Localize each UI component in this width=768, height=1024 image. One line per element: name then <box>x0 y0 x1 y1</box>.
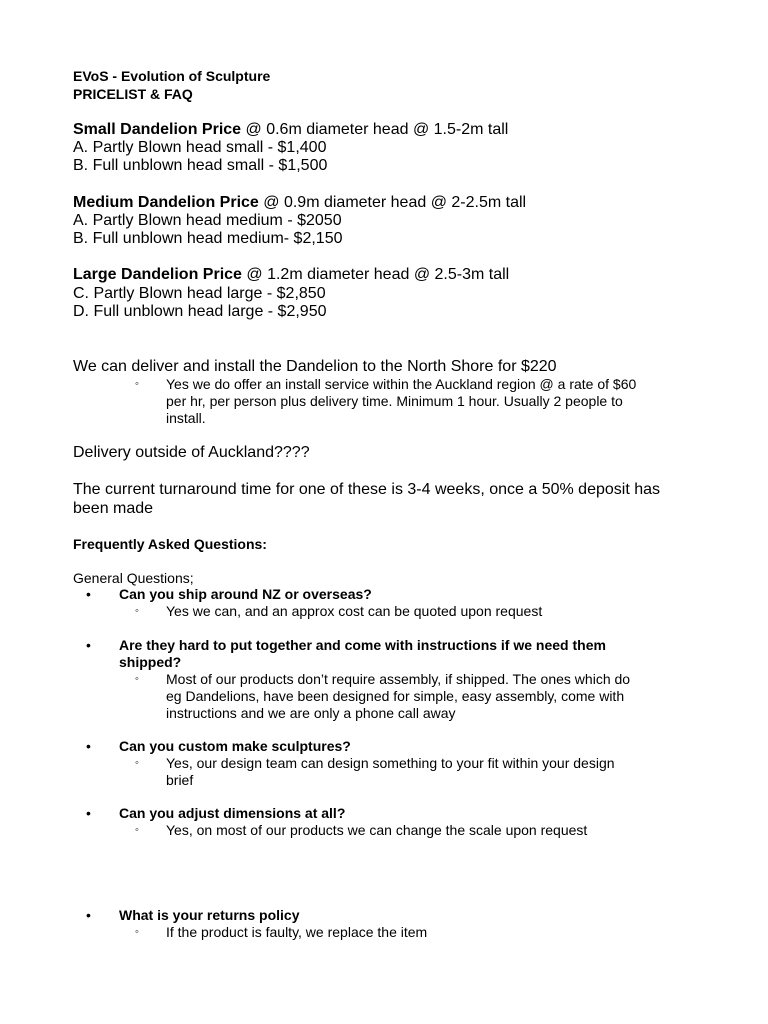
large-option-d: D. Full unblown head large - $2,950 <box>73 303 327 320</box>
large-price-spec: @ 1.2m diameter head @ 2.5-3m tall <box>241 266 510 283</box>
large-price-heading <box>73 266 509 284</box>
general-questions-label: General Questions; <box>73 570 194 586</box>
medium-price-spec: @ 0.9m diameter head @ 2-2.5m tall <box>258 194 527 211</box>
faq-answer-2-line-1: Most of our products don’t require assembly, if shipped. The ones which do <box>166 671 631 687</box>
small-option-a: A. Partly Blown head small - $1,400 <box>73 139 327 156</box>
small-price-spec: @ 0.6m diameter head @ 1.5-2m tall <box>241 121 509 138</box>
q3-bullet-icon: • <box>86 738 91 754</box>
small-price-heading <box>73 121 508 139</box>
faq-heading: Frequently Asked Questions: <box>73 536 267 552</box>
faq-answer-1: Yes we can, and an approx cost can be quoted upon request <box>166 603 543 619</box>
faq-answer-2-line-2: eg Dandelions, have been designed for simple, easy assembly, come with <box>166 688 625 704</box>
faq-question-1: Can you ship around NZ or overseas? <box>119 586 372 602</box>
q4-bullet-icon: • <box>86 805 91 821</box>
document-title: EVoS - Evolution of Sculpture <box>73 68 271 84</box>
faq-answer-3-line-1: Yes, our design team can design something to your fit within your design <box>166 755 615 771</box>
small-price-label: Small Dandelion Price <box>73 121 242 138</box>
faq-question-4: Can you adjust dimensions at all? <box>119 805 346 821</box>
faq-question-2-line-1: Are they hard to put together and come with instructions if we need them <box>119 637 606 653</box>
a2-sub-bullet-icon: ◦ <box>135 673 139 685</box>
turnaround-line-2: been made <box>73 500 154 517</box>
faq-question-5: What is your returns policy <box>119 907 300 923</box>
install-line-3: install. <box>166 410 206 426</box>
medium-option-a: A. Partly Blown head medium - $2050 <box>73 212 342 229</box>
faq-question-3: Can you custom make sculptures? <box>119 738 351 754</box>
faq-answer-2-line-3: instructions and we are only a phone call away <box>166 705 456 721</box>
q2-bullet-icon: • <box>86 637 91 653</box>
medium-price-heading <box>73 194 526 212</box>
large-option-c: C. Partly Blown head large - $2,850 <box>73 285 326 302</box>
small-option-b: B. Full unblown head small - $1,500 <box>73 157 328 174</box>
a4-sub-bullet-icon: ◦ <box>135 824 139 836</box>
a3-sub-bullet-icon: ◦ <box>135 757 139 769</box>
faq-answer-3-line-2: brief <box>166 772 194 788</box>
faq-question-2-line-2: shipped? <box>119 654 182 670</box>
a5-sub-bullet-icon: ◦ <box>135 926 139 938</box>
install-line-1: Yes we do offer an install service within the Auckland region @ a rate of $60 <box>166 376 637 392</box>
faq-answer-5: If the product is faulty, we replace the item <box>166 924 428 940</box>
turnaround-line-1: The current turnaround time for one of these is 3-4 weeks, once a 50% deposit has <box>73 481 660 498</box>
medium-option-b: B. Full unblown head medium- $2,150 <box>73 230 343 247</box>
large-price-label: Large Dandelion Price <box>73 266 242 283</box>
install-line-2: per hr, per person plus delivery time. Minimum 1 hour. Usually 2 people to <box>166 393 623 409</box>
q5-bullet-icon: • <box>86 907 91 923</box>
install-sub-bullet-icon: ◦ <box>135 378 139 390</box>
document-subtitle: PRICELIST & FAQ <box>73 86 193 102</box>
q1-bullet-icon: • <box>86 586 91 602</box>
faq-answer-4: Yes, on most of our products we can change the scale upon request <box>166 822 588 838</box>
medium-price-label: Medium Dandelion Price <box>73 194 259 211</box>
delivery-outside-auckland: Delivery outside of Auckland???? <box>73 444 310 461</box>
delivery-north-shore: We can deliver and install the Dandelion to the North Shore for $220 <box>73 358 557 375</box>
a1-sub-bullet-icon: ◦ <box>135 605 139 617</box>
